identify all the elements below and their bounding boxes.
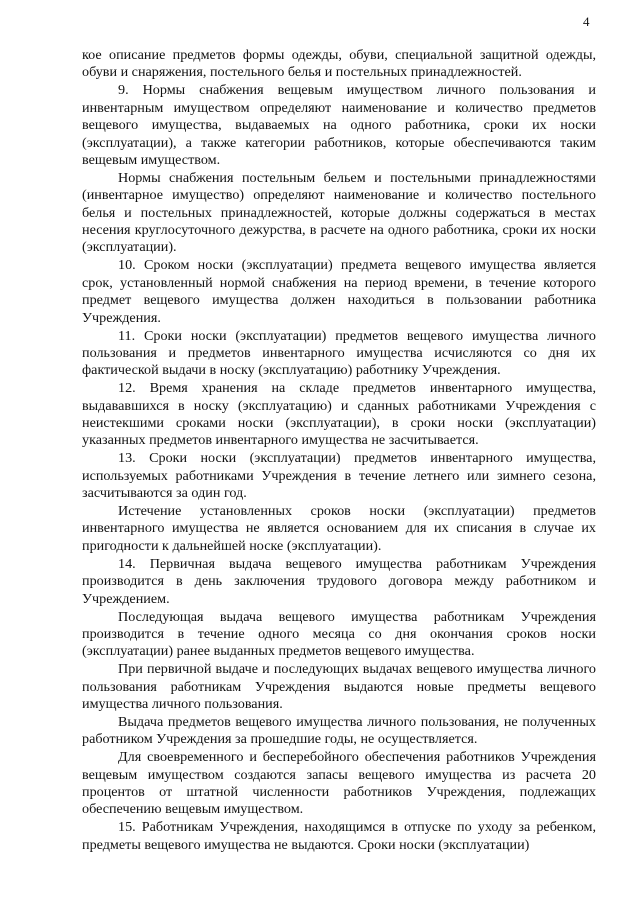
paragraph: Нормы снабжения постельным бельем и постельными принадлежностями (инвентарное имущество) определяют наименование и количество постельного белья и постельных принадлежностей, которые должны содержаться в местах несения круглосуточного дежурства, в расчете на одного работника, сроки их носки (эксплуатации). [82,169,596,256]
paragraph: 14. Первичная выдача вещевого имущества работникам Учреждения производится в день заключения трудового договора между работником и Учреждением. [82,555,596,607]
page-number: 4 [583,14,590,29]
paragraph: 10. Сроком носки (эксплуатации) предмета вещевого имущества является срок, установленный нормой снабжения на период времени, в течение которого предмет вещевого имущества должен находиться в пользовании работника Учреждения. [82,257,596,326]
paragraph: 13. Сроки носки (эксплуатации) предметов инвентарного имущества, используемых работниками Учреждения в течение летнего или зимнего сезона, засчитываются за один год. [82,450,596,502]
paragraph: Выдача предметов вещевого имущества личного пользования, не полученных работником Учреждения за прошедшие годы, не осуществляется. [82,713,596,748]
paragraph: 11. Сроки носки (эксплуатации) предметов вещевого имущества личного пользования и предметов инвентарного имущества исчисляются со дня их фактической выдачи в носку (эксплуатацию) работнику Учреждения. [82,327,596,379]
paragraph: При первичной выдаче и последующих выдачах вещевого имущества личного пользования работникам Учреждения выдаются новые предметы вещевого имущества личного пользования. [82,661,596,713]
paragraph: Последующая выдача вещевого имущества работникам Учреждения производится в течение одного месяца со дня окончания сроков носки (эксплуатации) ранее выданных предметов вещевого имущества. [82,608,596,660]
paragraph: 12. Время хранения на складе предметов инвентарного имущества, выдававшихся в носку (эксплуатацию) и сданных работниками Учреждения с неистекшими сроками носки (эксплуатации), в сроки носки (эксплуатации) указанных предметов инвентарного имущества не засчитывается. [82,380,596,449]
paragraph: 9. Нормы снабжения вещевым имуществом личного пользования и инвентарным имуществом определяют наименование и количество предметов вещевого имущества, выдаваемых на одного работника, сроки их носки (эксплуатации), а также категории работников, которые обеспечиваются таким вещевым имуществом. [82,82,596,168]
paragraph: Для своевременного и бесперебойного обеспечения работников Учреждения вещевым имуществом создаются запасы вещевого имущества из расчета 20 процентов от штатной численности работников Учреждения, подлежащих обеспечению вещевым имуществом. [82,749,596,818]
document-body [82,47,596,855]
paragraph: 15. Работникам Учреждения, находящимся в отпуске по уходу за ребенком, предметы вещевого имущества не выдаются. Сроки носки (эксплуатации) [82,819,596,853]
paragraph: кое описание предметов формы одежды, обуви, специальной защитной одежды, обуви и снаряжения, постельного белья и постельных принадлежностей. [82,47,596,81]
paragraph: Истечение установленных сроков носки (эксплуатации) предметов инвентарного имущества не является основанием для их списания в случае их пригодности к дальнейшей носке (эксплуатации). [82,503,596,554]
